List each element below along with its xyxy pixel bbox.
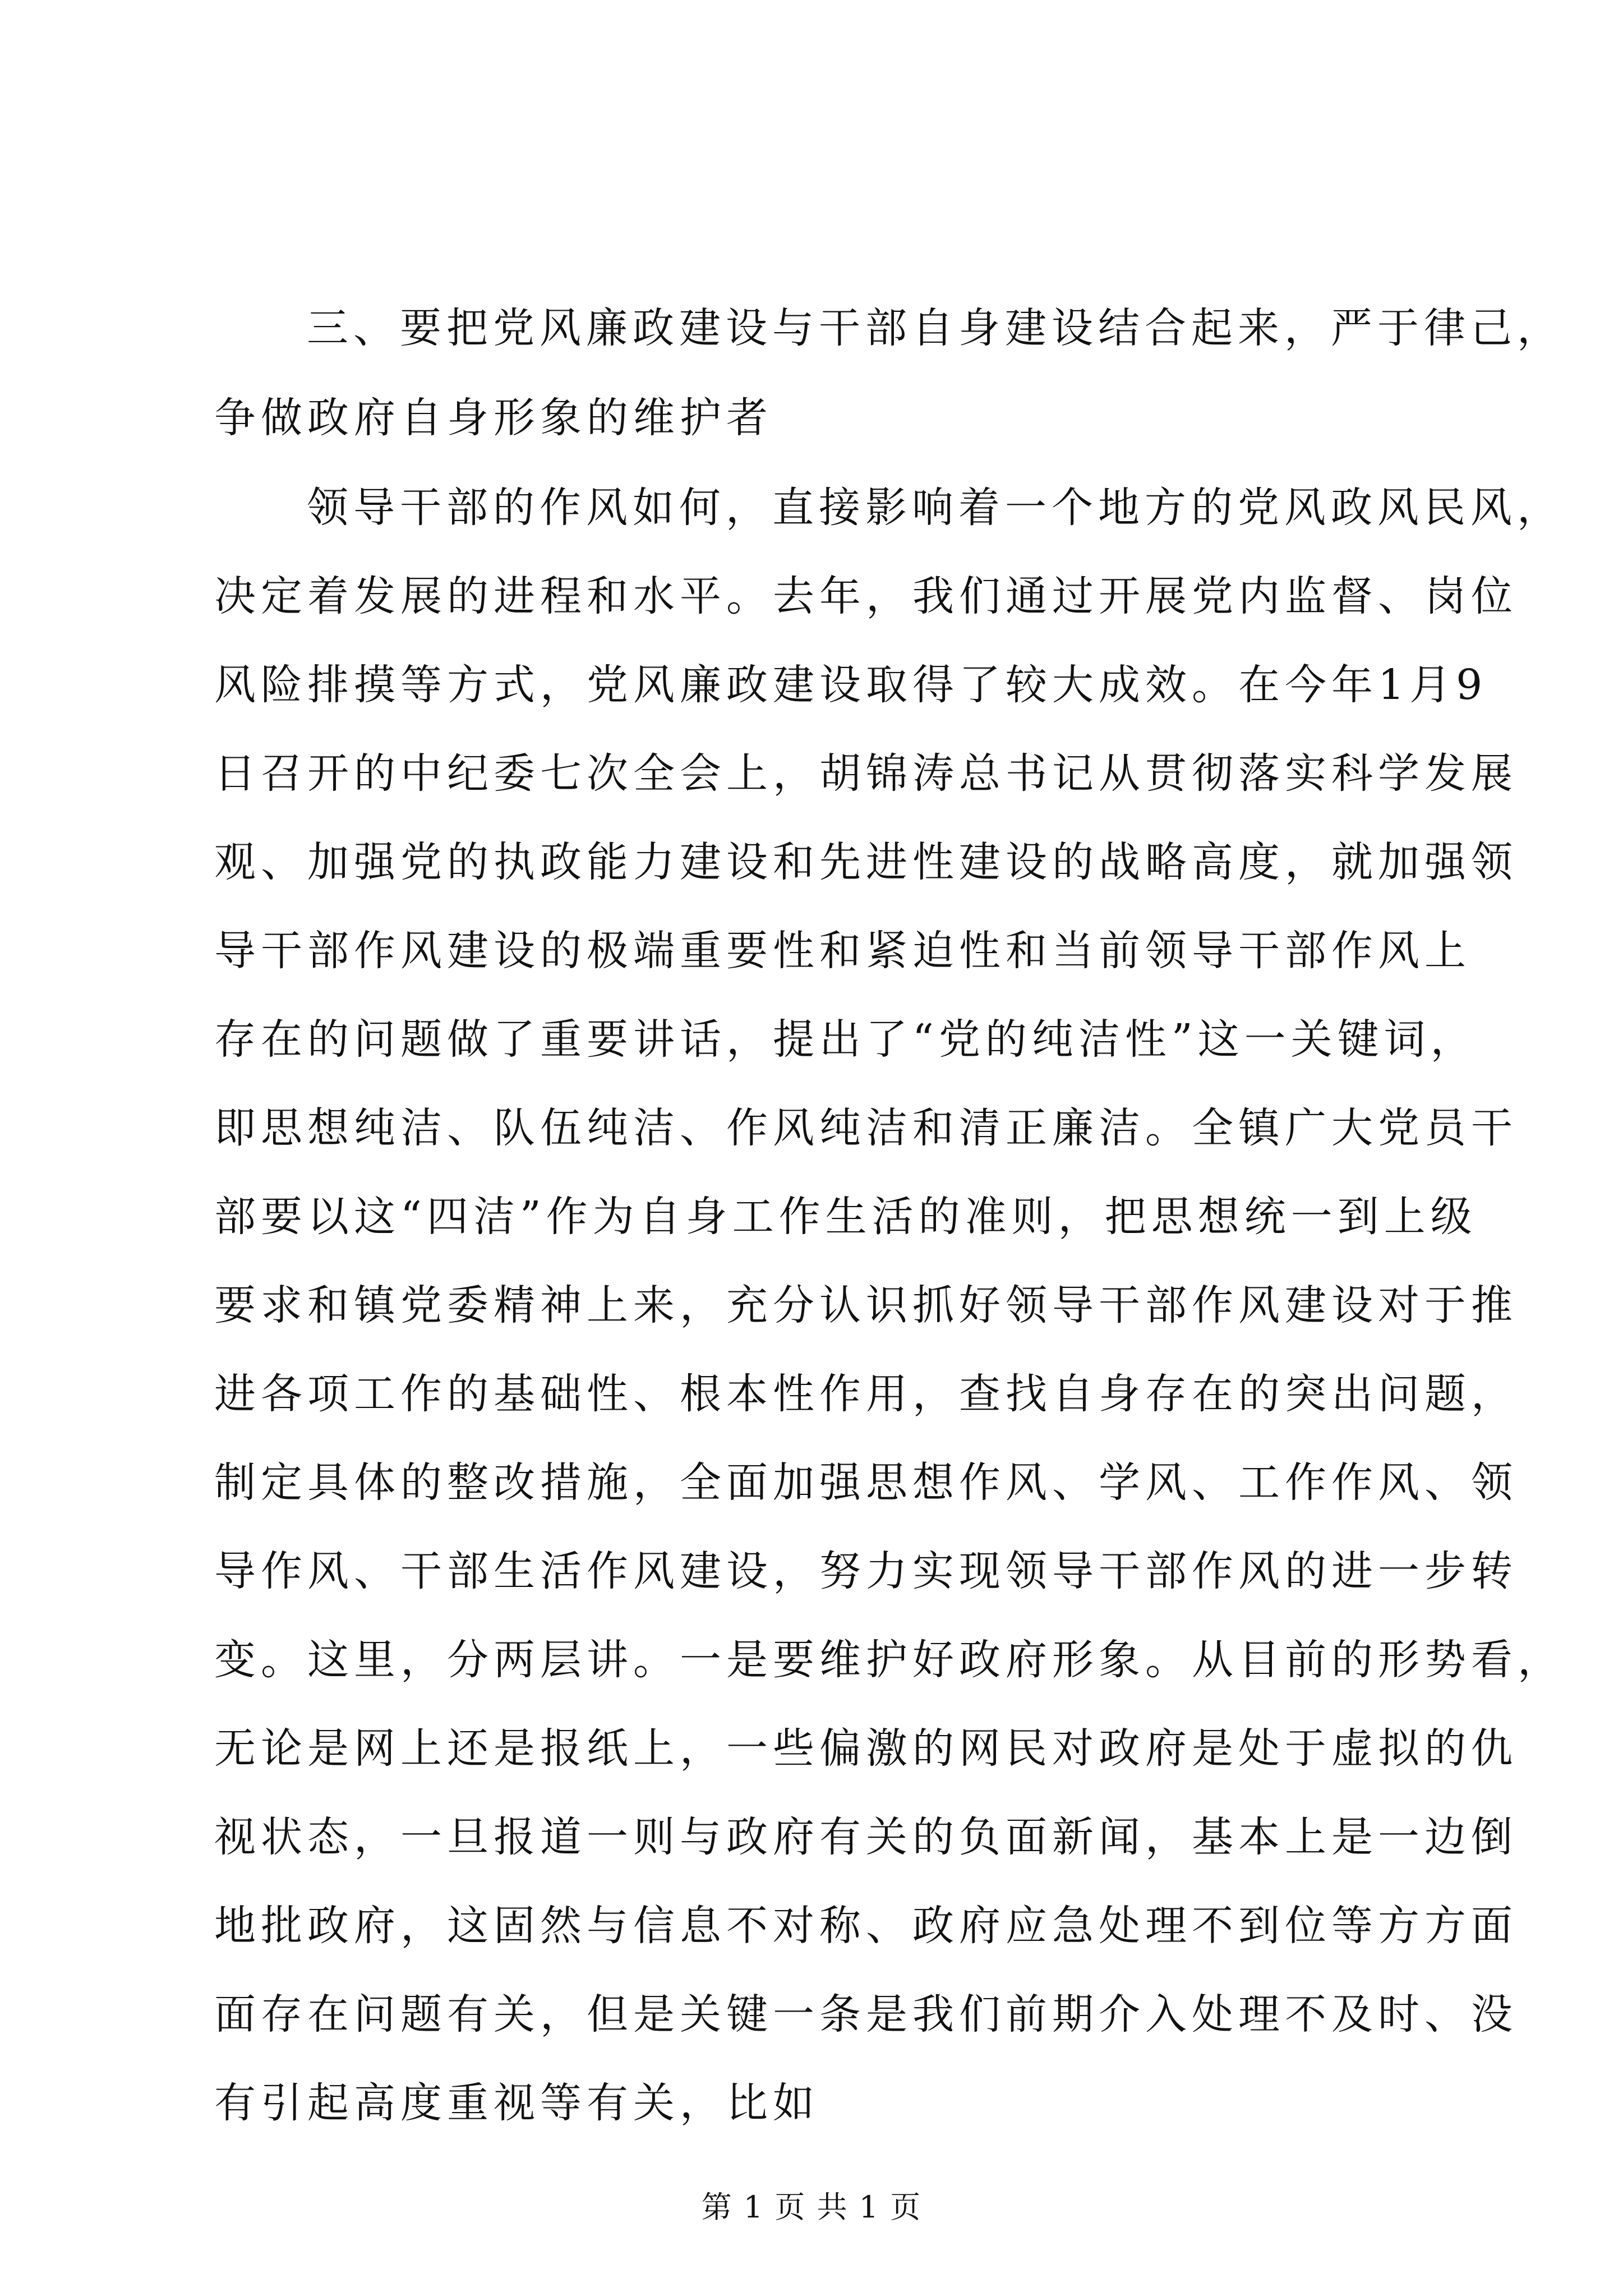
paragraph-line-3: 风险排摸等方式，党风廉政建设取得了较大成效。在今年1月9 <box>214 661 1488 709</box>
page-footer: 第 1 页 共 1 页 <box>701 2189 922 2225</box>
paragraph-line-16: 视状态，一旦报道一则与政府有关的负面新闻，基本上是一边倒 <box>214 1813 1518 1861</box>
paragraph-line-19: 有引起高度重视等有关，比如 <box>214 2079 819 2127</box>
paragraph-line-10: 要求和镇党委精神上来，充分认识抓好领导干部作风建设对于推 <box>214 1281 1518 1329</box>
paragraph-line-18: 面存在问题有关，但是关键一条是我们前期介入处理不及时、没 <box>214 1990 1518 2039</box>
paragraph-line-13: 导作风、干部生活作风建设，努力实现领导干部作风的进一步转 <box>214 1547 1518 1595</box>
paragraph-line-7: 存在的问题做了重要讲话，提出了“党的纯洁性”这一关键词， <box>214 1015 1477 1064</box>
paragraph-line-9: 部要以这“四洁”作为自身工作生活的准则，把思想统一到上级 <box>214 1193 1477 1241</box>
paragraph-line-1: 领导干部的作风如何，直接影响着一个地方的党风政风民风， <box>307 484 1564 532</box>
paragraph-line-12: 制定具体的整改措施，全面加强思想作风、学风、工作作风、领 <box>214 1458 1518 1507</box>
paragraph-line-11: 进各项工作的基础性、根本性作用，查找自身存在的突出问题， <box>214 1370 1518 1418</box>
paragraph-line-8: 即思想纯洁、队伍纯洁、作风纯洁和清正廉洁。全镇广大党员干 <box>214 1104 1518 1152</box>
paragraph-line-15: 无论是网上还是报纸上，一些偏激的网民对政府是处于虚拟的仇 <box>214 1724 1518 1773</box>
heading-line-2: 争做政府自身形象的维护者 <box>214 394 773 442</box>
paragraph-line-4: 日召开的中纪委七次全会上，胡锦涛总书记从贯彻落实科学发展 <box>214 749 1518 798</box>
paragraph-line-14: 变。这里，分两层讲。一是要维护好政府形象。从目前的形势看， <box>214 1636 1564 1684</box>
paragraph-line-2: 决定着发展的进程和水平。去年，我们通过开展党内监督、岗位 <box>214 572 1518 620</box>
heading-line-1: 三、要把党风廉政建设与干部自身建设结合起来，严于律己， <box>307 304 1564 352</box>
paragraph-line-6: 导干部作风建设的极端重要性和紧迫性和当前领导干部作风上 <box>214 927 1471 975</box>
paragraph-line-5: 观、加强党的执政能力建设和先进性建设的战略高度，就加强领 <box>214 838 1518 886</box>
paragraph-line-17: 地批政府，这固然与信息不对称、政府应急处理不到位等方方面 <box>214 1902 1518 1950</box>
